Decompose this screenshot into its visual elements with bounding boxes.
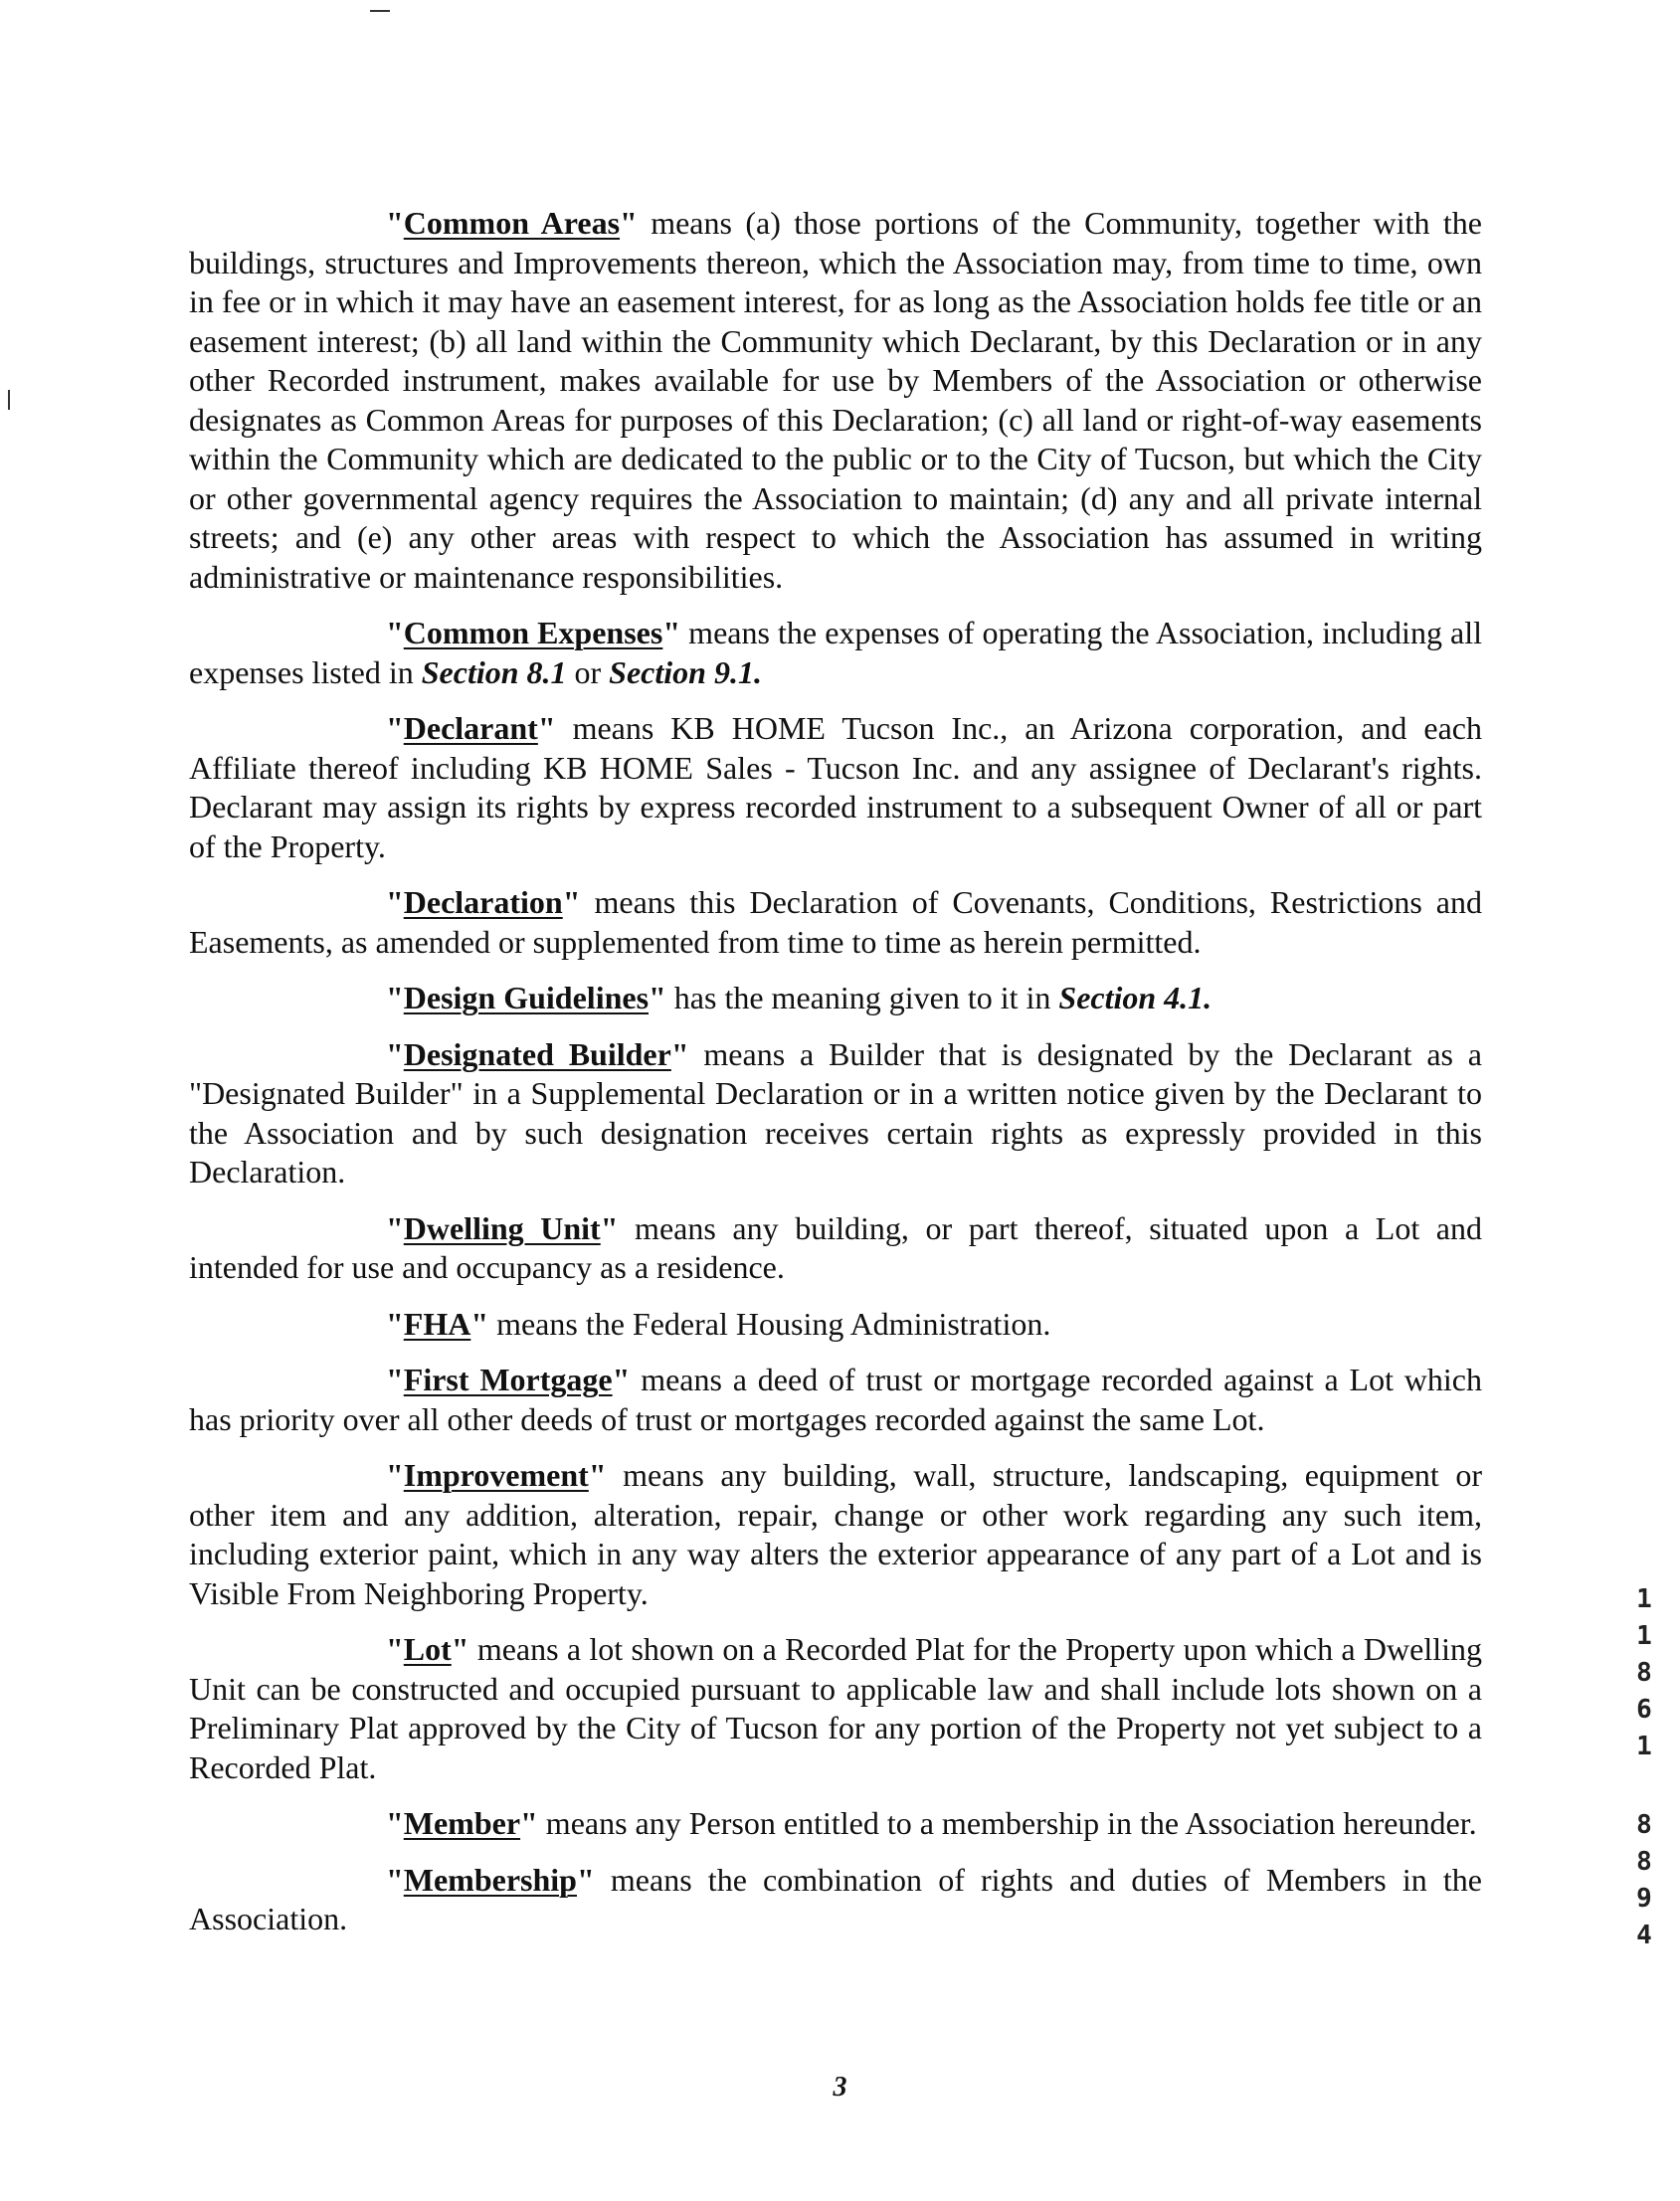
stamp-digit: 1 <box>1636 1732 1652 1761</box>
definition-declaration <box>189 883 1482 962</box>
defined-term: "Common Areas" <box>386 205 638 241</box>
definition-fha <box>189 1305 1482 1345</box>
stamp-gap <box>1631 1765 1657 1807</box>
definition-design-guidelines <box>189 979 1482 1018</box>
definition-text: means any Person entitled to a membership in the Association hereunder. <box>537 1805 1477 1841</box>
definition-text: means (a) those portions of the Community, together with the buildings, structures and Improvements thereon, which the Association may, from time to time, own in fee or in which it may have an easement interest, for as long as the Association holds fee title or an easement interest; (b) all land within the Community which Declarant, by this Declaration or in any other Recorded instrument, makes available for use by Members of the Association or otherwise designates as Common Areas for purposes of this Declaration; (c) all land or right-of-way easements within the Community which are dedicated to the public or to the City of Tucson, but which the City or other governmental agency requires the Association to maintain; (d) any and all private internal streets; and (e) any other areas with respect to which the Association has assumed in writing administrative or maintenance responsibilities. <box>189 205 1483 595</box>
definition-text: or <box>566 653 610 690</box>
stamp-digit: 1 <box>1636 1584 1652 1614</box>
definition-text: means this Declaration of Covenants, Conditions, Restrictions and Easements, as amended or supplemented from time to time as herein permitted. <box>189 884 1482 960</box>
definition-first-mortgage <box>189 1361 1482 1439</box>
defined-term: "Declaration" <box>386 884 581 920</box>
defined-term: "First Mortgage" <box>386 1362 631 1397</box>
definition-lot <box>189 1630 1482 1787</box>
page-number: 3 <box>833 2072 847 2103</box>
definition-text: means a lot shown on a Recorded Plat for the Property upon which a Dwelling Unit can be constructed and occupied pursuant to applicable law and shall include lots shown on a Preliminary Plat approved by the City of Tucson for any portion of the Property not yet subject to a Recorded Plat. <box>189 1631 1482 1785</box>
defined-term: "Membership" <box>386 1861 595 1898</box>
definition-text: means KB HOME Tucson Inc., an Arizona corporation, and each Affiliate thereof including KB HOME Sales - Tucson Inc. and any assignee of Declarant's rights. Declarant may assign its rights by express recorded instrument to a subsequent Owner of all or part of the Property. <box>189 710 1482 864</box>
definitions-section <box>189 204 1482 1956</box>
section-reference: Section 9.1. <box>609 653 762 690</box>
definition-text: has the meaning given to it in <box>665 980 1059 1015</box>
scan-artifact-left <box>8 390 10 410</box>
definition-text: means a Builder that is designated by the Declarant as a "Designated Builder" in a Supplemental Declaration or in a written notice given by the Declarant to the Association and by such designation receives certain rights as expressly provided in this Declaration. <box>189 1035 1483 1190</box>
defined-term: "Declarant" <box>386 710 556 746</box>
defined-term: "Improvement" <box>386 1457 607 1493</box>
definition-text: means any building, or part thereof, situated upon a Lot and intended for use and occupancy as a residence. <box>189 1209 1483 1285</box>
defined-term: "Common Expenses" <box>386 615 681 650</box>
defined-term: "Member" <box>386 1805 538 1841</box>
definition-declarant <box>189 709 1482 866</box>
section-reference: Section 8.1 <box>421 653 567 690</box>
recording-stamp <box>1631 1581 1657 1954</box>
definition-common-areas <box>189 204 1482 597</box>
definition-text: means any building, wall, structure, landscaping, equipment or other item and any addition, alteration, repair, change or other work regarding any such item, including exterior paint, which in any way alters the exterior appearance of any part of a Lot and is Visible From Neighboring Property. <box>189 1457 1482 1611</box>
definition-text: means the expenses of operating the Association, including all expenses listed in <box>189 615 1483 690</box>
definition-text: means the combination of rights and duties of Members in the Association. <box>189 1861 1482 1936</box>
stamp-digit: 8 <box>1636 1847 1652 1877</box>
defined-term: "Designated Builder" <box>386 1035 689 1072</box>
definition-text: means the Federal Housing Administration. <box>488 1305 1051 1342</box>
definition-dwelling-unit <box>189 1209 1482 1288</box>
section-reference: Section 4.1. <box>1058 980 1213 1015</box>
definition-improvement <box>189 1456 1482 1613</box>
stamp-digit: 8 <box>1636 1658 1652 1688</box>
stamp-digit: 6 <box>1636 1695 1652 1725</box>
stamp-digit: 9 <box>1636 1884 1652 1914</box>
definition-designated-builder <box>189 1035 1482 1192</box>
scan-artifact-top <box>370 10 390 12</box>
definition-common-expenses <box>189 614 1482 692</box>
definition-text: means a deed of trust or mortgage recorded against a Lot which has priority over all other deeds of trust or mortgages recorded against the same Lot. <box>189 1362 1483 1437</box>
stamp-digit: 1 <box>1636 1621 1652 1651</box>
defined-term: "Dwelling Unit" <box>386 1209 619 1246</box>
defined-term: "FHA" <box>386 1305 489 1342</box>
definition-membership <box>189 1861 1482 1939</box>
defined-term: "Design Guidelines" <box>386 980 666 1015</box>
defined-term: "Lot" <box>386 1631 469 1667</box>
stamp-digit: 4 <box>1636 1921 1652 1950</box>
stamp-digit: 8 <box>1636 1810 1652 1840</box>
definition-member <box>189 1804 1482 1844</box>
